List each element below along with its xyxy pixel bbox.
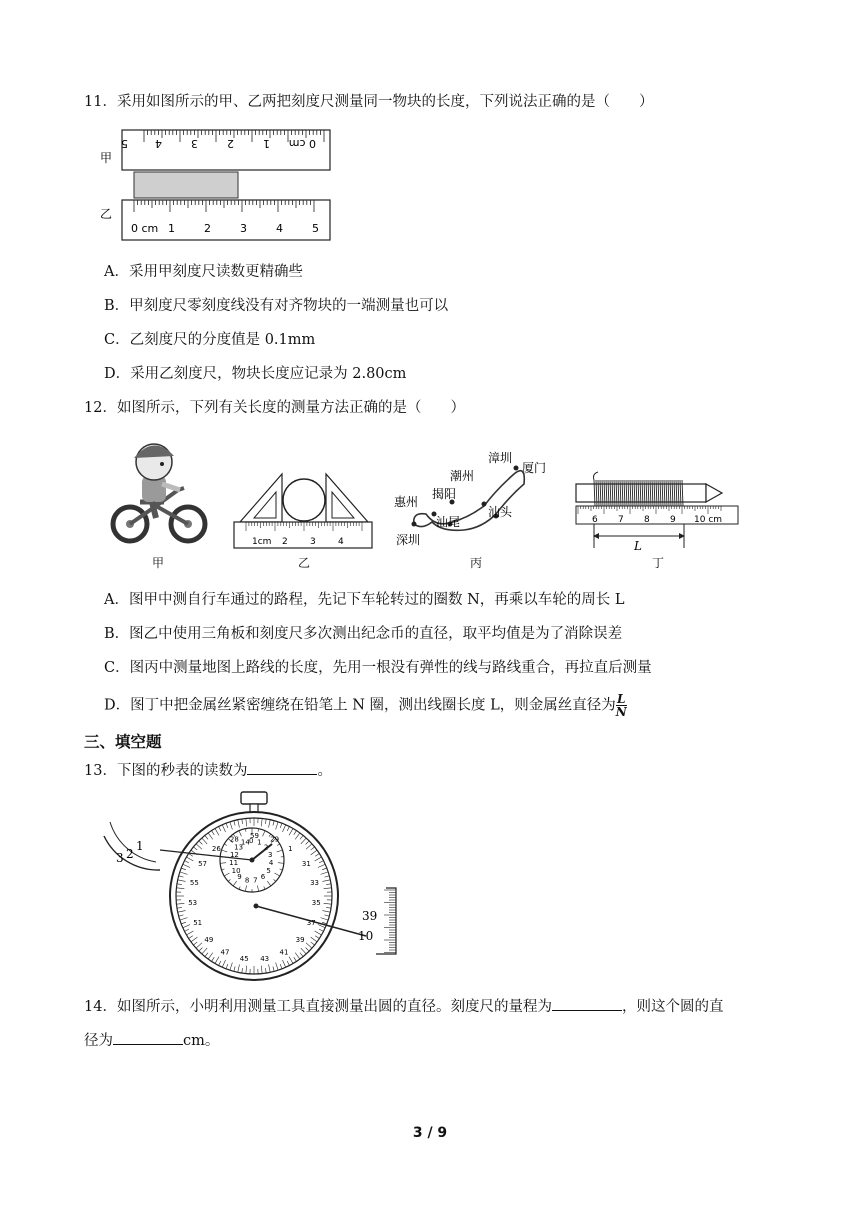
q14-line2-after: cm。 — [183, 1033, 220, 1049]
inner-dial-number: 9 — [237, 873, 242, 882]
inner-dial-number: 10 — [231, 867, 241, 875]
yi-fig-tick: 2 — [282, 537, 288, 547]
yi-tick-label: 2 — [204, 222, 211, 235]
q12-option-c: C．图丙中测量地图上路线的长度，先用一根没有弹性的线与路线重合，再拉直后测量 — [104, 660, 652, 676]
q13-stem-before: 13．下图的秒表的读数为 — [84, 763, 248, 779]
inner-dial-number: 12 — [229, 850, 239, 859]
inner-dial-number: 14 — [240, 838, 250, 847]
ding-tick: 8 — [644, 515, 650, 525]
zoom-left-number: 3 — [116, 851, 124, 865]
inner-dial-number: 4 — [268, 859, 274, 868]
frac-numerator: L — [617, 692, 626, 706]
outer-dial-number: 59 — [250, 832, 259, 840]
jia-tick-label: 2 — [227, 137, 234, 150]
yi-tick-label: 5 — [312, 222, 319, 235]
inner-dial-number: 7 — [253, 876, 258, 885]
q11-rulers-figure — [98, 126, 338, 242]
frac-denominator: N — [615, 705, 627, 719]
label-jia: 甲 — [100, 151, 113, 165]
ding-tick: 10 cm — [694, 515, 723, 525]
q11-option-c: C．乙刻度尺的分度值是 0.1mm — [104, 332, 316, 348]
city-label: 惠州 — [394, 495, 419, 509]
diameter-blank[interactable] — [113, 1030, 183, 1045]
stopwatch-figure — [100, 788, 410, 984]
q14-line2-before: 径为 — [84, 1033, 113, 1049]
inner-dial-number: 0 — [249, 837, 254, 845]
outer-dial-number: 28 — [229, 835, 239, 844]
jia-tick-label: 0 cm — [288, 137, 316, 150]
q12-stem: 12．如图所示，下列有关长度的测量方法正确的是（ ） — [84, 400, 465, 416]
ding-tick: 9 — [670, 515, 676, 525]
q13-stem-after: 。 — [317, 763, 332, 779]
yi-fig-tick: 3 — [310, 537, 316, 547]
fig-yi-coin — [232, 462, 374, 552]
outer-dial-number: 45 — [239, 955, 249, 964]
jia-tick-label: 4 — [155, 137, 162, 150]
outer-dial-number: 31 — [301, 860, 311, 869]
city-label: 潮州 — [450, 469, 475, 483]
ding-tick: 6 — [592, 515, 598, 525]
q14-line1-before: 14．如图所示，小明利用测量工具直接测量出圆的直径。刻度尺的量程为 — [84, 999, 552, 1015]
inner-dial-number: 6 — [260, 873, 266, 882]
outer-dial-number: 35 — [311, 899, 321, 908]
ding-L-label: L — [634, 539, 642, 553]
city-label: 厦门 — [522, 461, 547, 475]
outer-dial-number: 51 — [193, 918, 203, 927]
outer-dial-number: 55 — [189, 878, 199, 887]
object-block — [134, 172, 238, 198]
q11-stem: 11．采用如图所示的甲、乙两把刻度尺测量同一物块的长度，下列说法正确的是（ ） — [84, 94, 654, 110]
caption-ding: 丁 — [652, 556, 665, 570]
yi-tick-label: 3 — [240, 222, 247, 235]
outer-dial-number: 43 — [260, 955, 270, 964]
q12-option-b: B．图乙中使用三角板和刻度尺多次测出纪念币的直径，取平均值是为了消除误差 — [104, 626, 623, 642]
outer-dial-number: 57 — [198, 860, 208, 869]
jia-tick-label: 1 — [263, 137, 270, 150]
inner-dial-number: 2 — [263, 843, 269, 852]
outer-dial-number: 41 — [279, 948, 289, 957]
inner-dial-number: 13 — [234, 843, 244, 852]
q12-option-d — [104, 693, 627, 718]
fig-bing-map — [392, 444, 562, 550]
outer-dial-number: 37 — [306, 918, 316, 927]
q12-option-a: A．图甲中测自行车通过的路程，先记下车轮转过的圈数 N，再乘以车轮的周长 L — [104, 592, 625, 608]
answer-blank[interactable] — [247, 760, 317, 775]
yi-tick-label: 0 cm — [131, 222, 159, 235]
yi-tick-label: 1 — [168, 222, 175, 235]
outer-dial-number: 47 — [220, 948, 230, 957]
fraction-L-over-N — [616, 693, 627, 718]
inner-dial-number: 11 — [229, 859, 239, 868]
yi-fig-tick: 1cm — [252, 537, 272, 547]
inner-dial-number: 1 — [257, 838, 262, 847]
q11-option-b: B．甲刻度尺零刻度线没有对齐物块的一端测量也可以 — [104, 298, 449, 314]
ding-tick: 7 — [618, 515, 624, 525]
range-blank[interactable] — [552, 996, 622, 1011]
zoom-right-number: 39 — [362, 909, 378, 923]
inner-dial-number: 8 — [244, 876, 250, 885]
caption-yi: 乙 — [298, 556, 311, 570]
inner-dial-number: 3 — [268, 850, 273, 859]
q14-line1-after: ，则这个圆的直 — [621, 999, 724, 1015]
fig-ding-coil — [572, 470, 742, 554]
q11-option-a: A．采用甲刻度尺读数更精确些 — [104, 264, 303, 280]
outer-dial-number: 53 — [188, 899, 198, 908]
q14-line2 — [84, 1030, 219, 1051]
q11-option-d: D．采用乙刻度尺，物块长度应记录为 2.80cm — [104, 366, 407, 382]
q13-stem — [84, 760, 332, 781]
city-label: 揭阳 — [432, 487, 457, 501]
city-label: 漳圳 — [488, 451, 513, 465]
page-number: 3 / 9 — [412, 1125, 448, 1141]
yi-tick-label: 4 — [276, 222, 283, 235]
zoom-left-number: 1 — [136, 839, 144, 853]
inner-dial-number: 5 — [266, 867, 271, 875]
zoom-right-number: 10 — [358, 929, 374, 943]
outer-dial-number: 39 — [295, 935, 305, 944]
q14-line1 — [84, 996, 723, 1017]
outer-dial-number: 33 — [310, 878, 320, 887]
q12-option-d-text: D．图丁中把金属丝紧密缠绕在铅笔上 N 圈，测出线圈长度 L，则金属丝直径为 — [104, 697, 616, 714]
yi-fig-tick: 4 — [338, 537, 344, 547]
jia-tick-label: 5 — [121, 137, 128, 150]
label-yi: 乙 — [100, 207, 113, 221]
city-label: 汕尾 — [436, 515, 461, 529]
section-title: 三、填空题 — [84, 733, 162, 751]
zoom-left-number: 2 — [126, 847, 134, 861]
city-label: 深圳 — [396, 533, 421, 547]
city-label: 汕头 — [488, 505, 513, 519]
outer-dial-number: 26 — [211, 845, 221, 854]
caption-jia: 甲 — [152, 556, 165, 570]
caption-bing: 丙 — [470, 556, 483, 570]
fig-jia-bicycle — [104, 432, 214, 550]
jia-tick-label: 3 — [191, 137, 198, 150]
outer-dial-number: 49 — [204, 935, 214, 944]
outer-dial-number: 29 — [270, 835, 280, 844]
outer-dial-number: 1 — [288, 845, 293, 854]
